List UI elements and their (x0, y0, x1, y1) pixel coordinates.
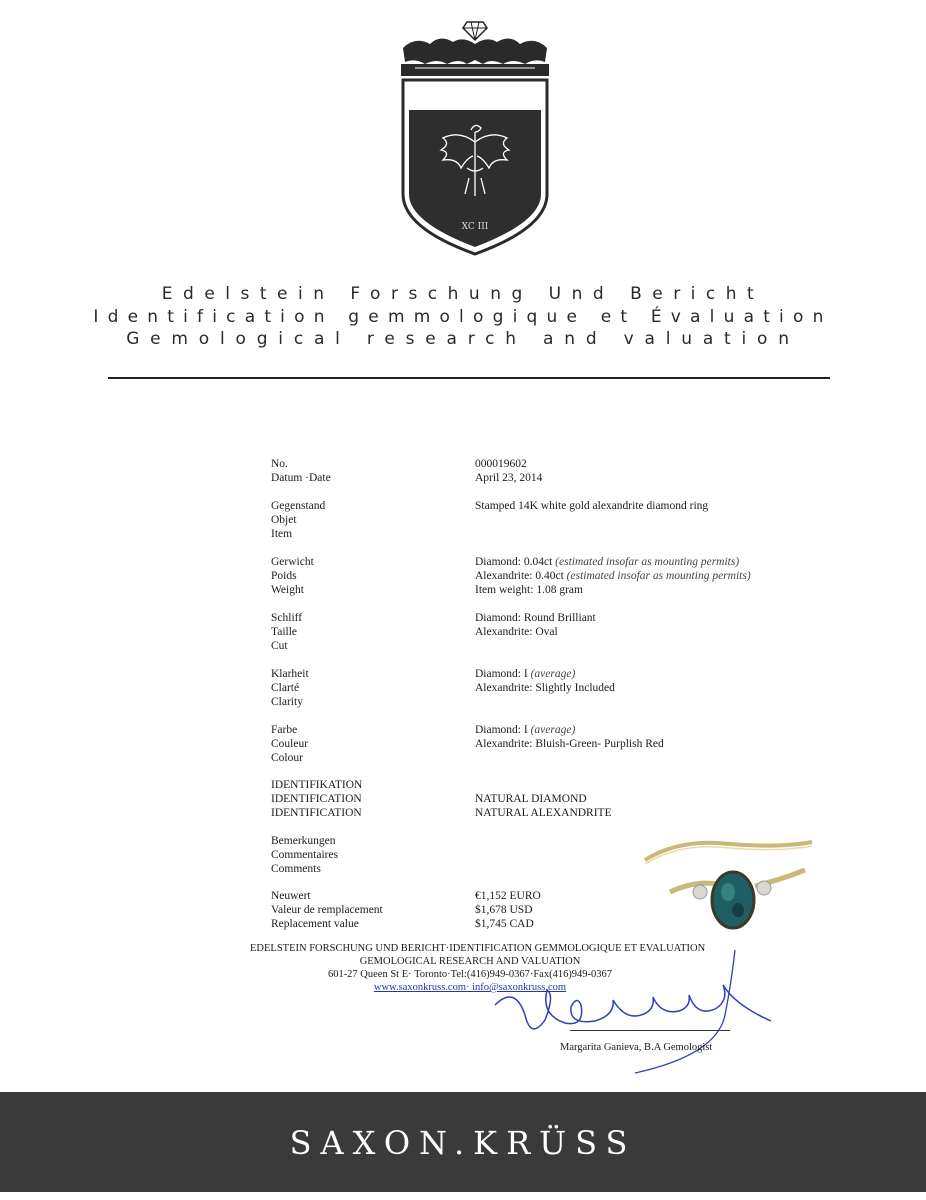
label-colour-de: Farbe (271, 724, 298, 736)
label-item-de: Gegenstand (271, 500, 326, 512)
label-identification-fr: IDENTIFICATION (271, 793, 362, 805)
value-euro: €1,152 EURO (475, 890, 541, 902)
value-colour-diamond (475, 723, 575, 737)
label-value-en: Replacement value (271, 918, 359, 930)
footer-web-email-link[interactable]: www.saxonkruss.com· info@saxonkruss.com (373, 982, 567, 993)
header-title-english: Gemological research and valuation (126, 329, 800, 349)
label-value-de: Neuwert (271, 890, 311, 902)
weight-alexandrite-note: (estimated insofar as mounting permits) (566, 570, 751, 582)
colour-diamond-note: (average) (530, 724, 576, 736)
value-clarity-diamond (475, 667, 575, 681)
label-weight-en: Weight (271, 584, 304, 596)
label-comments-de: Bemerkungen (271, 835, 336, 847)
value-item: Stamped 14K white gold alexandrite diamond ring (475, 500, 709, 512)
label-identification-de: IDENTIFIKATION (271, 779, 363, 791)
value-colour-alexandrite: Alexandrite: Bluish-Green- Purplish Red (475, 738, 664, 750)
label-clarity-fr: Clarté (271, 682, 300, 694)
value-date: April 23, 2014 (475, 472, 543, 484)
value-identification-diamond: NATURAL DIAMOND (475, 793, 587, 805)
label-identification-en: IDENTIFICATION (271, 807, 362, 819)
label-date: Datum ·Date (271, 472, 331, 484)
ring-photo (640, 830, 815, 940)
label-cut-en: Cut (271, 640, 288, 652)
colour-diamond-text: Diamond: I (475, 724, 528, 736)
value-weight-alexandrite (475, 569, 751, 583)
handwritten-signature (485, 945, 785, 1085)
clarity-diamond-note: (average) (530, 668, 576, 680)
value-identification-alexandrite: NATURAL ALEXANDRITE (475, 807, 612, 819)
signature-name: Margarita Ganieva, B.A Gemologist (560, 1042, 713, 1053)
value-cad: $1,745 CAD (475, 918, 534, 930)
value-usd: $1,678 USD (475, 904, 533, 916)
value-cut-alexandrite: Alexandrite: Oval (475, 626, 558, 638)
weight-diamond-note: (estimated insofar as mounting permits) (555, 556, 740, 568)
header-title-french: Identification gemmologique et Évaluation (93, 307, 833, 327)
value-item-weight: Item weight: 1.08 gram (475, 584, 583, 596)
footer-address-line: 601-27 Queen St E· Toronto·Tel:(416)949-0367·Fax(416)949-0367 (327, 969, 613, 980)
label-comments-en: Comments (271, 863, 321, 875)
label-value-fr: Valeur de remplacement (271, 904, 383, 916)
eagle-shield-crest-icon (395, 18, 555, 258)
label-clarity-de: Klarheit (271, 668, 309, 680)
weight-diamond-text: Diamond: 0.04ct (475, 556, 553, 568)
label-item-fr: Objet (271, 514, 297, 526)
label-weight-fr: Poids (271, 570, 297, 582)
label-item-en: Item (271, 528, 293, 540)
label-cut-de: Schliff (271, 612, 303, 624)
label-clarity-en: Clarity (271, 696, 303, 708)
value-clarity-alexandrite: Alexandrite: Slightly Included (475, 682, 615, 694)
footer-subtitle-line: GEMOLOGICAL RESEARCH AND VALUATION (359, 956, 581, 967)
label-colour-fr: Couleur (271, 738, 309, 750)
label-comments-fr: Commentaires (271, 849, 339, 861)
brand-logo-text: SAXON.KRÜSS (289, 1124, 637, 1162)
value-cut-diamond: Diamond: Round Brilliant (475, 612, 596, 624)
signature-line (570, 1030, 730, 1031)
label-colour-en: Colour (271, 752, 303, 764)
value-no: 000019602 (475, 458, 527, 470)
header-divider (108, 377, 830, 379)
value-weight-diamond (475, 555, 739, 569)
weight-alexandrite-text: Alexandrite: 0.40ct (475, 570, 564, 582)
label-weight-de: Gerwicht (271, 556, 314, 568)
footer-company-line: EDELSTEIN FORSCHUNG UND BERICHT·IDENTIFICATION GEMMOLOGIQUE ET EVALUATION (250, 943, 706, 954)
clarity-diamond-text: Diamond: I (475, 668, 528, 680)
label-no: No. (271, 458, 288, 470)
label-cut-fr: Taille (271, 626, 298, 638)
header-title-german: Edelstein Forschung Und Bericht (161, 284, 765, 304)
svg-text:XC III: XC III (461, 222, 489, 232)
